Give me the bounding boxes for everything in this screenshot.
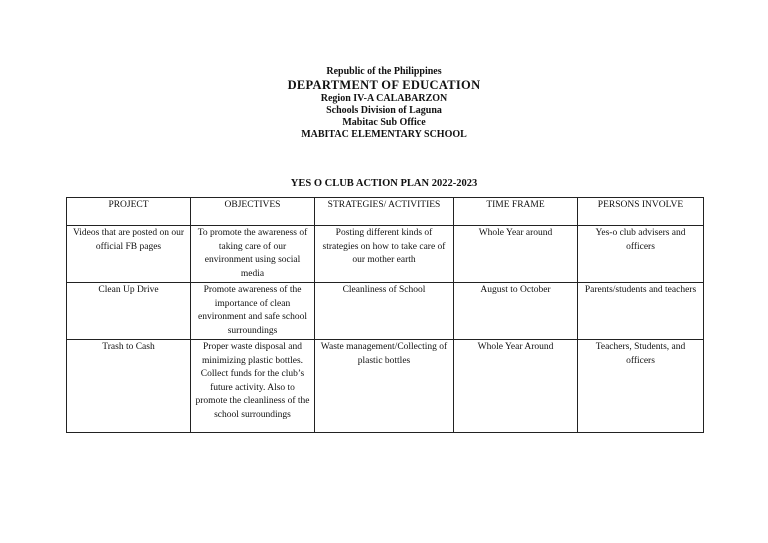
table-row bbox=[67, 283, 704, 340]
cell-persons: Yes-o club advisers and officers bbox=[578, 226, 704, 283]
table-header-row bbox=[67, 198, 704, 226]
cell-objectives: Proper waste disposal and minimizing plastic bottles. Collect funds for the club’s future activity. Also to promote the cleanliness of the school surroundings bbox=[191, 340, 315, 433]
table-row bbox=[67, 340, 704, 433]
header-school: MABITAC ELEMENTARY SCHOOL bbox=[301, 129, 467, 140]
column-header-project: PROJECT bbox=[67, 198, 191, 226]
document-header bbox=[0, 66, 768, 141]
cell-strategies: Cleanliness of School bbox=[315, 283, 454, 340]
header-division: Schools Division of Laguna bbox=[326, 105, 442, 116]
cell-time-frame: August to October bbox=[454, 283, 578, 340]
header-department: DEPARTMENT OF EDUCATION bbox=[287, 78, 481, 92]
cell-objectives: Promote awareness of the importance of clean environment and safe school surroundings bbox=[191, 283, 315, 340]
cell-objectives: To promote the awareness of taking care of our environment using social media bbox=[191, 226, 315, 283]
plan-title: YES O CLUB ACTION PLAN 2022-2023 bbox=[290, 178, 478, 189]
column-header-strategies: STRATEGIES/ ACTIVITIES bbox=[315, 198, 454, 226]
cell-time-frame: Whole Year around bbox=[454, 226, 578, 283]
cell-project: Videos that are posted on our official FB pages bbox=[67, 226, 191, 283]
header-region: Region IV-A CALABARZON bbox=[320, 93, 448, 104]
cell-persons: Parents/students and teachers bbox=[578, 283, 704, 340]
cell-project: Clean Up Drive bbox=[67, 283, 191, 340]
cell-strategies: Posting different kinds of strategies on how to take care of our mother earth bbox=[315, 226, 454, 283]
column-header-time-frame: TIME FRAME bbox=[454, 198, 578, 226]
cell-project: Trash to Cash bbox=[67, 340, 191, 433]
table-row bbox=[67, 226, 704, 283]
column-header-persons-involve: PERSONS INVOLVE bbox=[578, 198, 704, 226]
column-header-objectives: OBJECTIVES bbox=[191, 198, 315, 226]
cell-persons: Teachers, Students, and officers bbox=[578, 340, 704, 433]
action-plan-table bbox=[66, 197, 704, 433]
cell-time-frame: Whole Year Around bbox=[454, 340, 578, 433]
header-republic: Republic of the Philippines bbox=[326, 66, 442, 77]
header-sub-office: Mabitac Sub Office bbox=[342, 117, 426, 128]
cell-strategies: Waste management/Collecting of plastic bottles bbox=[315, 340, 454, 433]
